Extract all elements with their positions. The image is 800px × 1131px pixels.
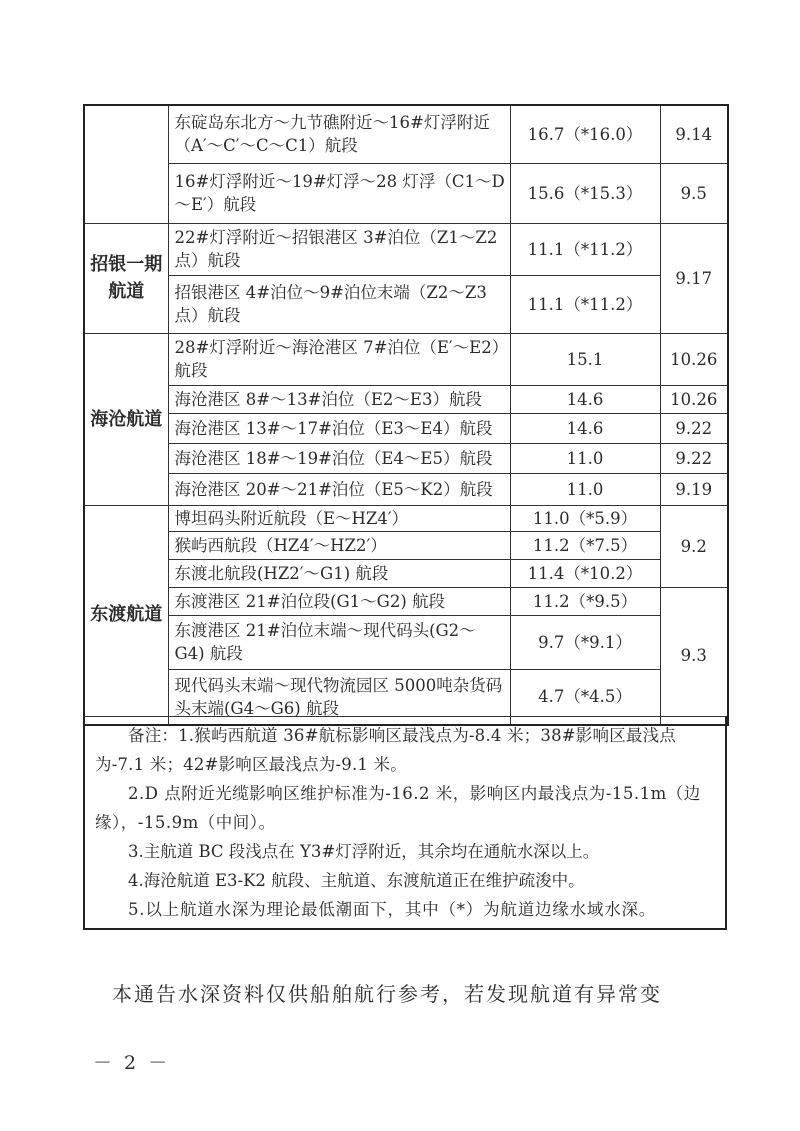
table-row: [84, 385, 728, 413]
standard-cell: 9.22: [660, 413, 728, 443]
remark-note: 4.海沧航道 E3-K2 航段、主航道、东渡航道正在维护疏浚中。: [128, 871, 585, 890]
standard-cell: 9.17: [660, 223, 728, 333]
section-cell: 东渡港区 21#泊位段(G1～G2) 航段: [168, 587, 510, 615]
section-cell: 28#灯浮附近～海沧港区 7#泊位（E′～E2）航段: [168, 333, 510, 385]
section-cell: 海沧港区 20#～21#泊位（E5～K2）航段: [168, 473, 510, 505]
depth-cell: 14.6: [510, 413, 660, 443]
section-cell: 东渡港区 21#泊位末端～现代码头(G2～G4) 航段: [168, 615, 510, 669]
section-cell: 招银港区 4#泊位～9#泊位末端（Z2～Z3点）航段: [168, 275, 510, 333]
depth-cell: 11.0: [510, 443, 660, 473]
standard-cell: 9.19: [660, 473, 728, 505]
standard-cell: 9.2: [660, 505, 728, 587]
depth-cell: 11.2（*7.5）: [510, 531, 660, 559]
depth-cell: 11.0（*5.9）: [510, 505, 660, 531]
remark-note: 5.以上航道水深为理论最低潮面下，其中（*）为航道边缘水域水深。: [128, 900, 657, 919]
table-row: [84, 559, 728, 587]
page-number: － 2 －: [93, 1052, 171, 1074]
depth-cell: 9.7（*9.1）: [510, 615, 660, 669]
group-name-cell: 海沧航道: [84, 333, 168, 505]
standard-cell: 9.3: [660, 587, 728, 725]
group-name-cell: 招银一期航道: [84, 223, 168, 333]
section-cell: 东碇岛东北方～九节礁附近～16#灯浮附近（A′～C′～C～C1）航段: [168, 105, 510, 163]
section-cell: 东渡北航段(HZ2′～G1) 航段: [168, 559, 510, 587]
section-cell: 16#灯浮附近～19#灯浮～28 灯浮（C1～D～E′）航段: [168, 163, 510, 223]
standard-cell: 10.26: [660, 385, 728, 413]
section-cell: 海沧港区 8#～13#泊位（E2～E3）航段: [168, 385, 510, 413]
standard-cell: 9.5: [660, 163, 728, 223]
standard-cell: 9.22: [660, 443, 728, 473]
remark-note: 备注：1.猴屿西航道 36#航标影响区最浅点为-8.4 米；38#影响区最浅点为-7.1 米；42#影响区最浅点为-9.1 米。: [95, 726, 676, 774]
standard-cell: 10.26: [660, 333, 728, 385]
depth-cell: 14.6: [510, 385, 660, 413]
section-cell: 猴屿西航段（HZ4′～HZ2′）: [168, 531, 510, 559]
table-row: [84, 505, 728, 531]
depth-cell: 11.2（*9.5）: [510, 587, 660, 615]
standard-cell: 9.14: [660, 105, 728, 163]
table-row: [84, 333, 728, 385]
table-row: [84, 105, 728, 163]
remark-note: 2.D 点附近光缆影响区维护标准为-16.2 米，影响区内最浅点为-15.1m（边缘），-15.9m（中间）。: [95, 784, 701, 832]
section-cell: 海沧港区 18#～19#泊位（E4～E5）航段: [168, 443, 510, 473]
table-row: [84, 275, 728, 333]
table-row: [84, 615, 728, 669]
depth-cell: 4.7（*4.5）: [510, 669, 660, 725]
table-row: [84, 223, 728, 275]
table-row: [84, 531, 728, 559]
remarks-box: [83, 716, 727, 930]
depth-cell: 15.6（*15.3）: [510, 163, 660, 223]
table-row: [84, 587, 728, 615]
table-row: [84, 413, 728, 443]
group-name-cell: 东渡航道: [84, 505, 168, 725]
channel-depth-table: [83, 104, 729, 726]
section-cell: 22#灯浮附近～招银港区 3#泊位（Z1～Z2点）航段: [168, 223, 510, 275]
depth-cell: 11.0: [510, 473, 660, 505]
depth-cell: 11.1（*11.2）: [510, 275, 660, 333]
remark-note: 3.主航道 BC 段浅点在 Y3#灯浮附近，其余均在通航水深以上。: [128, 842, 600, 861]
depth-cell: 15.1: [510, 333, 660, 385]
group-name-cell: [84, 105, 168, 223]
section-cell: 海沧港区 13#～17#泊位（E3～E4）航段: [168, 413, 510, 443]
depth-cell: 16.7（*16.0）: [510, 105, 660, 163]
table-row: [84, 443, 728, 473]
body-paragraph: 本通告水深资料仅供船舶航行参考，若发现航道有异常变: [112, 982, 662, 1006]
section-cell: 现代码头末端～现代物流园区 5000吨杂货码头末端(G4～G6) 航段: [168, 669, 510, 725]
table-row: [84, 473, 728, 505]
depth-cell: 11.1（*11.2）: [510, 223, 660, 275]
table-row: [84, 163, 728, 223]
depth-cell: 11.4（*10.2）: [510, 559, 660, 587]
section-cell: 博坦码头附近航段（E～HZ4′）: [168, 505, 510, 531]
